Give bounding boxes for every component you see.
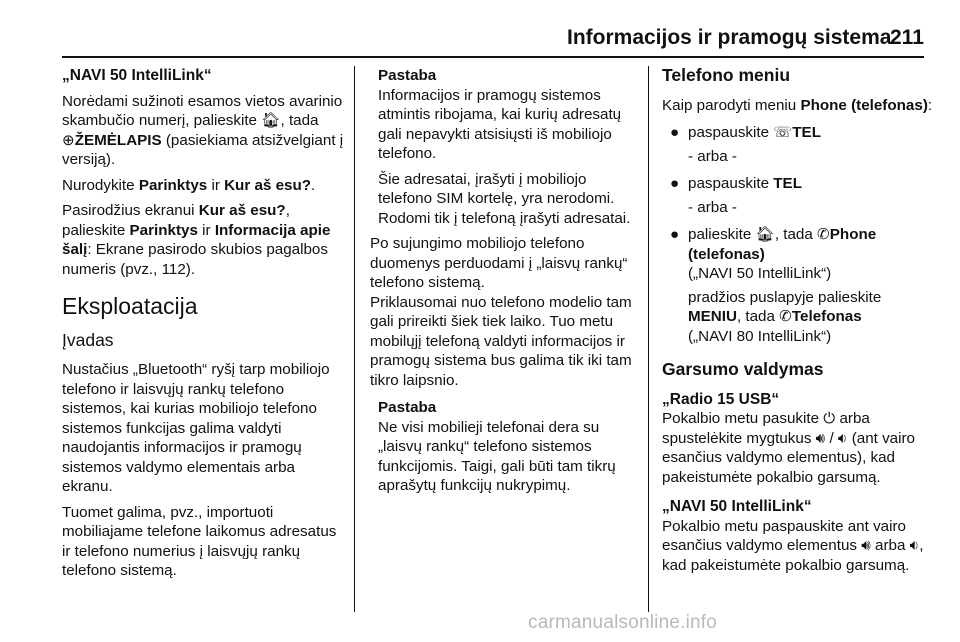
paragraph-model: Priklausomai nuo telefono modelio tam gali prireikti šiek tiek laiko. Tuo metu mobilųjį telefoną valdyti informacijos ir pramogų sistema bus galima tik iki tam tikro laipsnio. <box>370 293 632 389</box>
phone-icon: ☏ <box>773 124 793 141</box>
paragraph-transfer: Po sujungimo mobiliojo telefono duomenys perduodami į „laisvų rankų“ telefono sistemą. <box>370 235 628 291</box>
or-separator: - arba - <box>688 198 737 216</box>
column-divider-2 <box>648 66 649 612</box>
note-title: Pastaba <box>378 67 437 84</box>
navi50-heading: „NAVI 50 IntelliLink“ <box>62 67 212 84</box>
volume-down-icon: 🔉︎ <box>909 537 920 554</box>
paragraph-country-info: Pasirodžius ekranui Kur aš esu?, palieskite Parinktys ir Informacija apie šalį: Ekrane pasirodo skubios pagalbos numeris (pvz., 112). <box>62 202 331 278</box>
watermark: carmanualsonline.info <box>528 612 718 633</box>
volume-up-icon: 🔊︎ <box>861 537 871 554</box>
bullet-icon: ● <box>670 124 680 141</box>
note-memory <box>370 66 640 228</box>
subsection-title: Įvadas <box>62 329 114 350</box>
map-icon: ⊕ <box>62 131 75 149</box>
paragraph-menu-intro: Kaip parodyti meniu Phone (telefonas): <box>662 96 933 114</box>
volume-down-icon: 🔉︎ <box>837 429 848 447</box>
header-rule <box>62 56 924 58</box>
bullet-icon: ● <box>670 175 680 192</box>
list-item-continuation: pradžios puslapyje palieskite MENIU, tada ✆Telefonas („NAVI 80 IntelliLink“) <box>688 288 882 345</box>
column-left <box>62 66 348 587</box>
volume-up-icon: 🔊︎ <box>815 429 826 447</box>
navi50-volume-heading: „NAVI 50 IntelliLink“ <box>662 498 812 515</box>
paragraph-options: Nurodykite Parinktys ir Kur aš esu?. <box>62 176 316 194</box>
list-item: ● palieskite 🏠︎, tada ✆Phone (telefonas) („NAVI 50 IntelliLink“) <box>670 226 877 282</box>
section-title: Eksploatacija <box>62 293 198 319</box>
note-compat <box>370 398 640 496</box>
or-separator: - arba - <box>688 147 737 165</box>
handset-icon: ✆ <box>817 226 830 243</box>
paragraph-navi-volume: Pokalbio metu paspauskite ant vairo esančius valdymo elementus 🔊︎ arba 🔉︎, kad pakeistumėte pokalbio garsumą. <box>662 517 924 574</box>
column-middle <box>370 66 640 502</box>
note-text: Šie adresatai, įrašyti į mobiliojo telefono SIM kortelę, yra nerodomi. Rodomi tik į telefoną įrašyti adresatai. <box>378 170 631 227</box>
home-icon: 🏠︎ <box>261 112 281 129</box>
paragraph-radio-volume: Pokalbio metu pasukite ⏻ arba spustelėkite mygtukus 🔊︎ / 🔉︎ (ant vairo esančius valdymo elementus), kad pakeistumėte pokalbio garsumą. <box>662 410 915 486</box>
list-item: ● paspauskite TEL <box>670 175 802 192</box>
list-item: ● paspauskite ☏TEL <box>670 124 821 141</box>
header-title: Informacijos ir pramogų sistema <box>567 26 892 49</box>
paragraph-intro: Nustačius „Bluetooth“ ryšį tarp mobiliojo telefono ir laisvųjų rankų telefono sistemos, kai kurias mobiliojo telefono sistemos funkcijas galima valdyti naudojantis informacijos ir pramogų sistemos valdymo elementais arba ekranu. <box>62 361 330 495</box>
power-knob-icon: ⏻ <box>823 410 836 427</box>
phone-menu-heading: Telefono meniu <box>662 65 791 85</box>
handset-icon: ✆ <box>779 308 792 325</box>
note-title: Pastaba <box>378 399 437 416</box>
page-header <box>0 0 960 56</box>
column-right <box>662 66 938 581</box>
paragraph-import: Tuomet galima, pvz., importuoti mobiliajame telefone laikomus adresatus ir telefono numerius į laisvųjų rankų telefono sistemą. <box>62 503 337 579</box>
column-divider-1 <box>354 66 355 612</box>
radio-heading: „Radio 15 USB“ <box>662 390 780 408</box>
note-text: Ne visi mobilieji telefonai dera su „laisvų rankų“ telefono sistemos funkcijomis. Taigi, gali būti tam tikrų aprašytų funkcijų nukrypimų. <box>378 418 616 494</box>
home-icon: 🏠︎ <box>755 226 775 243</box>
paragraph-emergency: Norėdami sužinoti esamos vietos avarinio skambučio numerį, palieskite 🏠︎, tada ⊕ŽEMĖLAPIS (pasiekiama atsižvelgiant į versiją). <box>62 92 344 168</box>
note-text: Informacijos ir pramogų sistemos atmintis ribojama, kai kurių adresatų gali nepavykti atsisiųsti iš mobiliojo telefono. <box>378 86 622 162</box>
page-number: 211 <box>890 26 924 49</box>
bullet-icon: ● <box>670 226 680 243</box>
volume-heading: Garsumo valdymas <box>662 359 824 379</box>
